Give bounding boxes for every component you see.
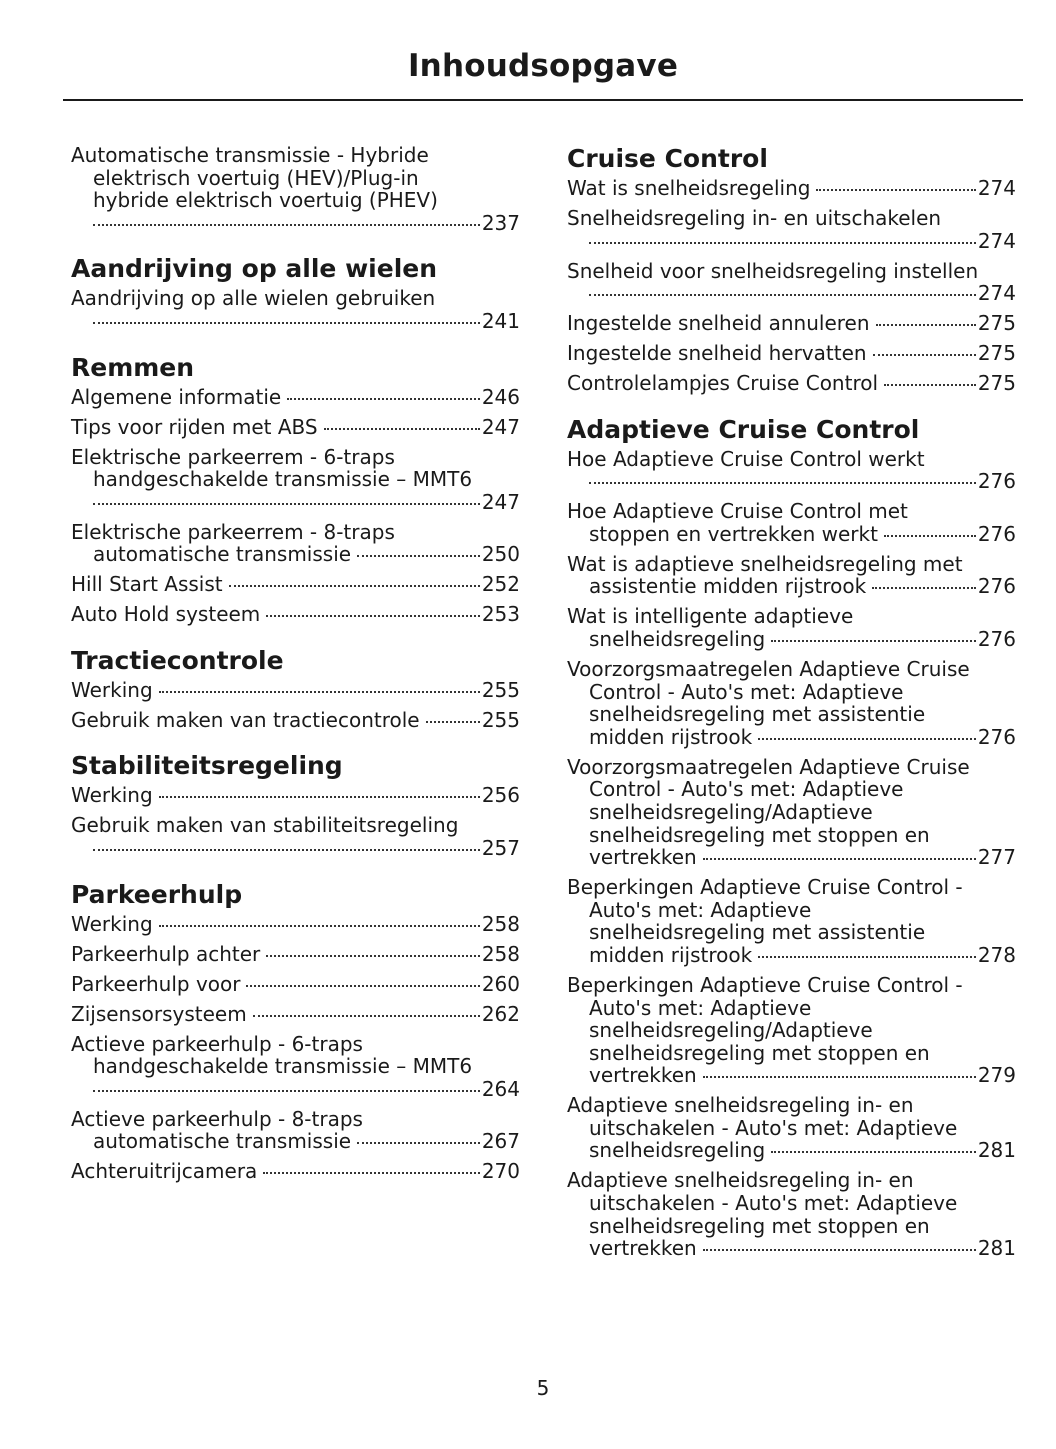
toc-section — [71, 144, 520, 234]
entry-page-number: 250 — [481, 542, 520, 567]
entry-page-number: 274 — [977, 176, 1016, 200]
toc-entry[interactable] — [71, 446, 520, 514]
entry-title-line: vertrekken — [589, 1063, 697, 1088]
entry-title-line: elektrisch voertuig (HEV)/Plug-in — [93, 165, 419, 190]
toc-entry[interactable] — [567, 500, 1016, 545]
toc-entry[interactable] — [71, 1033, 520, 1101]
entry-page-row — [71, 679, 520, 702]
entry-title-line: Zijsensorsysteem — [71, 1001, 247, 1026]
entry-title-line: Controlelampjes Cruise Control — [567, 371, 879, 396]
toc-entry[interactable] — [71, 573, 520, 596]
entry-title-line: Actieve parkeerhulp - 8-traps — [71, 1106, 363, 1131]
dot-leader — [246, 985, 479, 987]
entry-title-line: snelheidsregeling met stoppen en — [589, 822, 930, 847]
entry-page-row — [71, 943, 520, 966]
dot-leader — [771, 1151, 976, 1153]
entry-page-number: 281 — [977, 1236, 1016, 1261]
entry-title-line: Auto's met: Adaptieve — [589, 995, 812, 1020]
dot-leader — [357, 1142, 480, 1144]
entry-page-row — [567, 177, 1016, 200]
entry-page-row — [71, 973, 520, 996]
entry-page-number: 274 — [977, 281, 1016, 306]
dot-leader — [884, 535, 976, 537]
entry-title-line: Hoe Adaptieve Cruise Control werkt — [567, 446, 925, 471]
entry-page-number: 274 — [977, 228, 1016, 253]
entry-title-line: vertrekken — [589, 1236, 697, 1261]
toc-entry[interactable] — [567, 1094, 1016, 1162]
dot-leader — [159, 925, 480, 927]
entry-title-line: snelheidsregeling/Adaptieve — [589, 1018, 873, 1043]
entry-title-line: Tips voor rijden met ABS — [71, 414, 318, 439]
entry-title-line: snelheidsregeling met stoppen en — [589, 1040, 930, 1065]
toc-entry[interactable] — [71, 603, 520, 626]
entry-page-number: 276 — [977, 469, 1016, 494]
entry-title-line: assistentie midden rijstrook — [589, 574, 867, 599]
entry-title-line: automatische transmissie — [93, 1129, 352, 1154]
entry-title-line: Aandrijving op alle wielen gebruiken — [71, 286, 436, 311]
toc-entry[interactable] — [71, 913, 520, 936]
entry-title-line: Voorzorgsmaatregelen Adaptieve Cruise — [567, 754, 970, 779]
entry-title-line: Control - Auto's met: Adaptieve — [589, 777, 904, 802]
toc-entry[interactable] — [71, 1160, 520, 1183]
dot-leader — [263, 1172, 480, 1174]
toc-entry[interactable] — [71, 1108, 520, 1153]
toc-section-parkeerhulp — [71, 880, 520, 1183]
entry-page-row — [567, 312, 1016, 335]
section-heading: Adaptieve Cruise Control — [567, 414, 920, 444]
dot-leader — [771, 640, 976, 642]
entry-page-number: 260 — [481, 971, 520, 996]
dot-leader — [589, 294, 976, 296]
section-heading: Cruise Control — [567, 144, 768, 173]
entry-title-line: hybride elektrisch voertuig (PHEV) — [93, 188, 438, 213]
entry-page-number: 262 — [481, 1001, 520, 1026]
toc-entry[interactable] — [567, 260, 1016, 305]
toc-entry[interactable] — [71, 943, 520, 966]
entry-title-line: stoppen en vertrekken werkt — [589, 521, 878, 546]
dot-leader — [872, 587, 976, 589]
entry-title-line: Actieve parkeerhulp - 6-traps — [71, 1031, 363, 1056]
entry-page-row — [93, 543, 520, 566]
section-heading: Stabiliteitsregeling — [71, 751, 343, 781]
toc-entry[interactable] — [71, 814, 520, 859]
entry-page-row — [589, 470, 1016, 493]
entry-page-row — [93, 1130, 520, 1153]
toc-entry[interactable] — [567, 658, 1016, 748]
entry-page-row — [589, 1064, 1016, 1087]
entry-title-line: Ingestelde snelheid annuleren — [567, 311, 870, 336]
toc-right-column — [567, 144, 1016, 1267]
dot-leader — [93, 322, 480, 324]
entry-page-number: 255 — [481, 707, 520, 732]
entry-title-line: Beperkingen Adaptieve Cruise Control - — [567, 875, 963, 900]
entry-title-line: snelheidsregeling — [589, 627, 766, 652]
entry-page-number: 276 — [977, 627, 1016, 652]
toc-entry[interactable] — [567, 553, 1016, 598]
entry-page-row — [589, 575, 1016, 598]
entry-page-number: 267 — [481, 1129, 520, 1154]
entry-page-number: 281 — [977, 1138, 1016, 1163]
entry-page-number: 255 — [481, 677, 520, 702]
dot-leader — [589, 482, 976, 484]
entry-title-line: Gebruik maken van stabiliteitsregeling — [71, 813, 459, 838]
toc-entry[interactable] — [567, 207, 1016, 252]
entry-title-line: snelheidsregeling/Adaptieve — [589, 799, 873, 824]
entry-title-line: Voorzorgsmaatregelen Adaptieve Cruise — [567, 657, 970, 682]
toc-entry[interactable] — [71, 287, 520, 332]
dot-leader — [324, 428, 480, 430]
dot-leader — [876, 324, 976, 326]
entry-title-line: midden rijstrook — [589, 942, 753, 967]
entry-page-number: 246 — [481, 384, 520, 409]
entry-page-row — [589, 1139, 1016, 1162]
section-heading: Tractiecontrole — [71, 645, 284, 675]
dot-leader — [287, 398, 480, 400]
entry-page-row — [589, 944, 1016, 967]
toc-entry[interactable] — [71, 416, 520, 439]
entry-page-row — [93, 491, 520, 514]
entry-page-row — [589, 523, 1016, 546]
entry-page-row — [93, 212, 520, 235]
dot-leader — [93, 1090, 480, 1092]
toc-entry[interactable] — [71, 1003, 520, 1026]
toc-entry[interactable] — [567, 756, 1016, 869]
toc-entry[interactable] — [71, 679, 520, 702]
entry-page-number: 276 — [977, 724, 1016, 749]
dot-leader — [93, 224, 480, 226]
toc-entry[interactable] — [71, 973, 520, 996]
entry-page-row — [93, 1078, 520, 1101]
entry-page-row — [71, 1160, 520, 1183]
dot-leader — [703, 1249, 976, 1251]
entry-page-row — [589, 846, 1016, 869]
entry-title-line: Wat is intelligente adaptieve — [567, 604, 854, 629]
entry-title-line: automatische transmissie — [93, 542, 352, 567]
entry-title-line: midden rijstrook — [589, 724, 753, 749]
toc-entry[interactable] — [71, 784, 520, 807]
entry-title-line: Snelheid voor snelheidsregeling instellen — [567, 258, 979, 283]
dot-leader — [266, 955, 480, 957]
entry-title-line: Elektrische parkeerrem - 6-traps — [71, 444, 395, 469]
entry-page-number: 241 — [481, 308, 520, 333]
entry-page-row — [589, 726, 1016, 749]
section-heading: Remmen — [71, 352, 195, 382]
toc-section-tractiecontrole — [71, 646, 520, 732]
entry-title-line: vertrekken — [589, 845, 697, 870]
toc-section-stabiliteitsregeling — [71, 751, 520, 859]
entry-title-line: Werking — [71, 783, 153, 808]
entry-page-row — [71, 386, 520, 409]
entry-title-line: Werking — [71, 677, 153, 702]
toc-entry[interactable] — [567, 372, 1016, 395]
entry-page-row — [589, 1237, 1016, 1260]
entry-title-line: Adaptieve snelheidsregeling in- en — [567, 1168, 914, 1193]
entry-page-row — [71, 784, 520, 807]
entry-title-line: Achteruitrijcamera — [71, 1159, 258, 1184]
entry-title-line: Auto's met: Adaptieve — [589, 897, 812, 922]
entry-title-line: snelheidsregeling met stoppen en — [589, 1213, 930, 1238]
toc-entry[interactable] — [71, 709, 520, 732]
toc-section-cruise-control — [567, 144, 1016, 395]
entry-title-line: Parkeerhulp voor — [71, 971, 241, 996]
entry-title-line: Gebruik maken van tractiecontrole — [71, 707, 420, 732]
entry-title-line: Elektrische parkeerrem - 8-traps — [71, 519, 395, 544]
entry-page-number: 279 — [977, 1063, 1016, 1088]
dot-leader — [758, 956, 976, 958]
entry-page-number: 276 — [977, 574, 1016, 599]
entry-title-line: Snelheidsregeling in- en uitschakelen — [567, 205, 942, 230]
entry-page-row — [71, 603, 520, 626]
entry-page-number: 237 — [481, 210, 520, 235]
entry-page-number: 264 — [481, 1076, 520, 1101]
entry-page-row — [93, 310, 520, 333]
entry-page-row — [71, 573, 520, 596]
entry-page-number: 247 — [481, 414, 520, 439]
entry-title-line: Werking — [71, 911, 153, 936]
entry-title-line: uitschakelen - Auto's met: Adaptieve — [589, 1191, 958, 1216]
dot-leader — [253, 1015, 480, 1017]
entry-page-number: 276 — [977, 521, 1016, 546]
entry-page-row — [567, 372, 1016, 395]
entry-page-number: 253 — [481, 602, 520, 627]
section-heading: Parkeerhulp — [71, 879, 243, 909]
entry-title-line: Wat is adaptieve snelheidsregeling met — [567, 551, 963, 576]
toc-entry[interactable] — [567, 1169, 1016, 1259]
dot-leader — [703, 858, 976, 860]
entry-title-line: snelheidsregeling met assistentie — [589, 920, 926, 945]
entry-page-number: 270 — [481, 1159, 520, 1184]
dot-leader — [266, 615, 480, 617]
dot-leader — [426, 721, 480, 723]
entry-page-number: 256 — [481, 783, 520, 808]
toc-entry[interactable] — [567, 312, 1016, 335]
toc-entry[interactable] — [71, 521, 520, 566]
toc-entry[interactable] — [567, 448, 1016, 493]
toc-entry[interactable] — [567, 177, 1016, 200]
entry-page-number: 258 — [481, 941, 520, 966]
entry-page-row — [589, 282, 1016, 305]
dot-leader — [703, 1076, 976, 1078]
entry-page-row — [589, 628, 1016, 651]
entry-title-line: Hoe Adaptieve Cruise Control met — [567, 499, 908, 524]
entry-page-number: 252 — [481, 572, 520, 597]
dot-leader — [816, 189, 975, 191]
entry-page-row — [567, 342, 1016, 365]
dot-leader — [229, 585, 480, 587]
entry-title-line: handgeschakelde transmissie – MMT6 — [93, 1054, 473, 1079]
toc-entry[interactable] — [567, 605, 1016, 650]
entry-page-row — [71, 1003, 520, 1026]
toc-entry[interactable] — [567, 342, 1016, 365]
dot-leader — [93, 849, 480, 851]
toc-left-column — [71, 144, 520, 1190]
entry-title-line: Auto Hold systeem — [71, 602, 261, 627]
entry-page-row — [71, 913, 520, 936]
entry-page-number: 247 — [481, 489, 520, 514]
entry-page-number: 275 — [977, 371, 1016, 396]
toc-section-remmen — [71, 353, 520, 626]
entry-title-line: handgeschakelde transmissie – MMT6 — [93, 467, 473, 492]
entry-page-number: 277 — [977, 845, 1016, 870]
page-title: Inhoudsopgave — [407, 48, 679, 84]
entry-page-row — [93, 837, 520, 860]
dot-leader — [93, 503, 480, 505]
dot-leader — [589, 242, 976, 244]
dot-leader — [357, 555, 480, 557]
entry-title-line: snelheidsregeling — [589, 1138, 766, 1163]
page-number: 5 — [536, 1376, 550, 1400]
entry-title-line: Algemene informatie — [71, 384, 282, 409]
section-heading: Aandrijving op alle wielen — [71, 254, 438, 284]
dot-leader — [884, 384, 976, 386]
entry-page-number: 257 — [481, 836, 520, 861]
entry-title-line: Ingestelde snelheid hervatten — [567, 341, 867, 366]
dot-leader — [758, 738, 976, 740]
entry-title-line: snelheidsregeling met assistentie — [589, 702, 926, 727]
entry-title-line: Automatische transmissie - Hybride — [71, 143, 429, 167]
entry-page-number: 258 — [481, 911, 520, 936]
entry-page-row — [71, 416, 520, 439]
title-divider — [63, 99, 1023, 101]
dot-leader — [159, 796, 480, 798]
toc-section-adaptieve-cruise-control — [567, 415, 1016, 1260]
entry-page-number: 278 — [977, 942, 1016, 967]
entry-title-line: Adaptieve snelheidsregeling in- en — [567, 1093, 914, 1118]
entry-page-row — [589, 230, 1016, 253]
toc-entry[interactable] — [567, 876, 1016, 966]
dot-leader — [159, 691, 480, 693]
entry-title-line: uitschakelen - Auto's met: Adaptieve — [589, 1115, 958, 1140]
toc-entry[interactable] — [567, 974, 1016, 1087]
entry-page-row — [71, 709, 520, 732]
entry-page-number: 275 — [977, 311, 1016, 336]
entry-title-line: Control - Auto's met: Adaptieve — [589, 679, 904, 704]
entry-title-line: Hill Start Assist — [71, 572, 223, 597]
dot-leader — [873, 354, 976, 356]
toc-entry[interactable] — [71, 386, 520, 409]
entry-title-line: Wat is snelheidsregeling — [567, 176, 811, 200]
entry-title-line: Parkeerhulp achter — [71, 941, 261, 966]
entry-title-line: Beperkingen Adaptieve Cruise Control - — [567, 972, 963, 997]
toc-section-aandrijving-op-alle-wielen — [71, 254, 520, 332]
entry-page-number: 275 — [977, 341, 1016, 366]
toc-entry[interactable] — [71, 144, 520, 234]
